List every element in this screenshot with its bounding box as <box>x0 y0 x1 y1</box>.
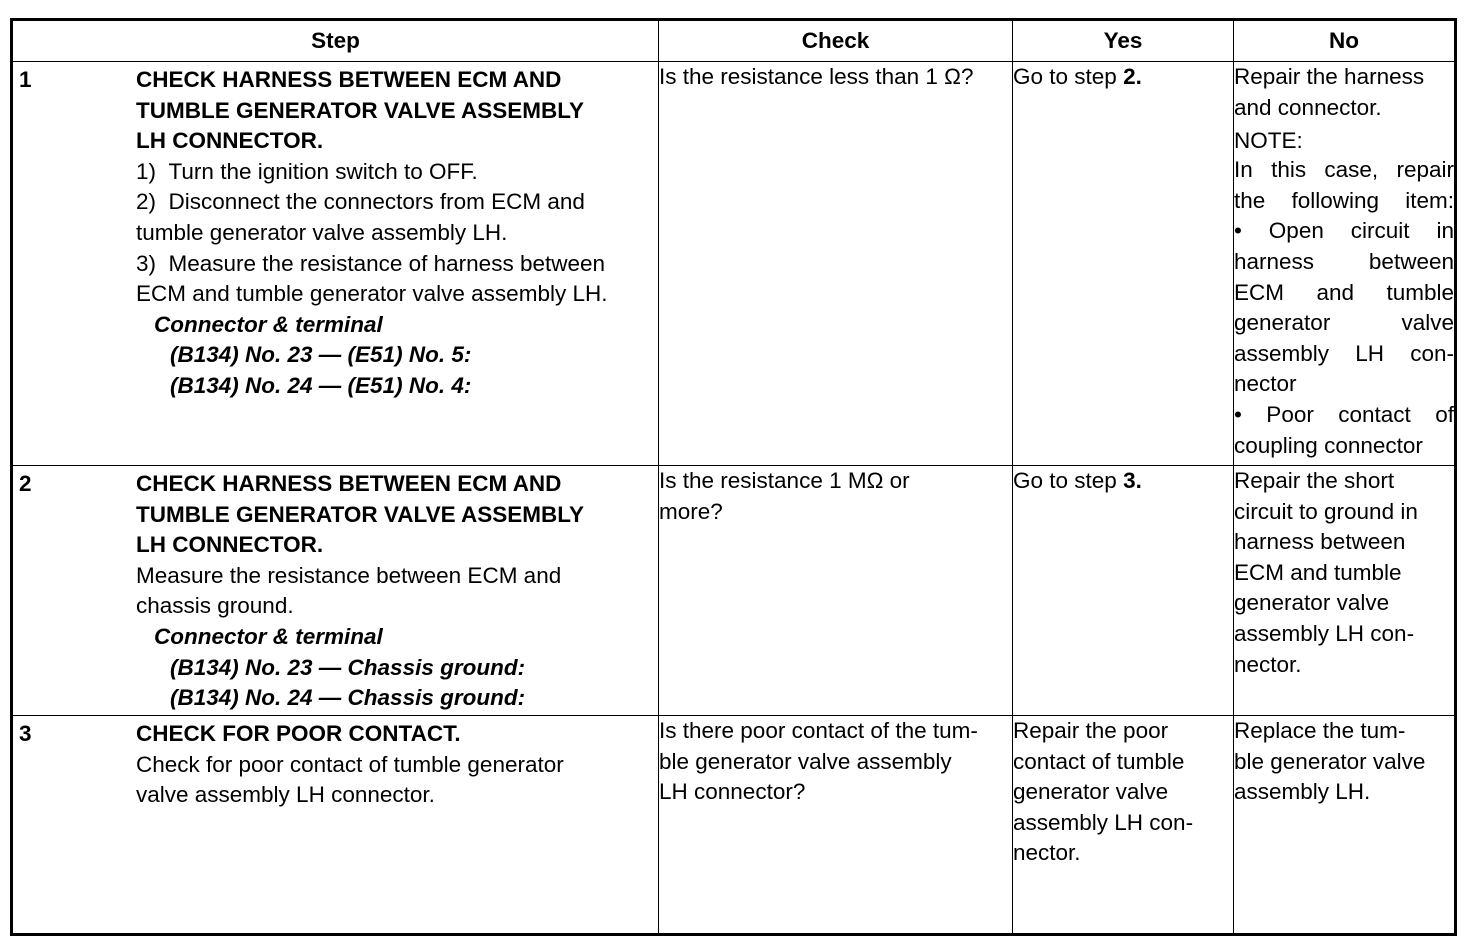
check-cell <box>659 466 1013 716</box>
yes-cell <box>1013 466 1234 716</box>
step-cell <box>12 716 659 935</box>
connector-terminal-line: (B134) No. 24 — (E51) No. 4: <box>170 372 472 398</box>
header-yes: Yes <box>1013 20 1234 62</box>
note-line: • Poor contact of <box>1234 401 1454 427</box>
check-question-line: Is the resistance 1 MΩ or <box>659 468 910 493</box>
step-instruction: chassis ground. <box>136 593 294 619</box>
step-title-line: TUMBLE GENERATOR VALVE ASSEMBLY <box>136 97 584 123</box>
no-action-line: assembly LH. <box>1234 779 1371 805</box>
no-action-line: Repair the harness <box>1234 64 1425 89</box>
yes-prefix: Go to step <box>1013 468 1124 493</box>
table-row <box>12 62 1456 466</box>
yes-cell <box>1013 716 1234 935</box>
no-cell <box>1234 716 1456 935</box>
step-number: 3 <box>19 721 32 746</box>
step-body <box>13 62 658 402</box>
note-line: • Open circuit in <box>1234 218 1454 244</box>
check-question-line: LH connector? <box>659 779 806 805</box>
no-action-line: nector. <box>1234 651 1302 677</box>
yes-cell <box>1013 62 1234 466</box>
step-title-line: CHECK HARNESS BETWEEN ECM AND <box>136 67 562 92</box>
table-row <box>12 466 1456 716</box>
step-cell <box>12 62 659 466</box>
note-line: harness between <box>1234 248 1454 274</box>
note-heading: NOTE: <box>1234 128 1303 154</box>
header-check: Check <box>659 20 1013 62</box>
note-line: generator valve <box>1234 310 1454 336</box>
yes-action-line: contact of tumble <box>1013 748 1185 774</box>
step-title-line: TUMBLE GENERATOR VALVE ASSEMBLY <box>136 501 584 527</box>
no-action-line: circuit to ground in <box>1234 498 1418 524</box>
note-line: ECM and tumble <box>1234 279 1454 305</box>
no-action-line: Replace the tum- <box>1234 718 1406 743</box>
yes-step-ref: 3. <box>1123 468 1142 493</box>
note-line: assembly LH con- <box>1234 340 1454 366</box>
yes-action-line: Repair the poor <box>1013 718 1169 743</box>
note-line: the following item: <box>1234 187 1454 213</box>
step-body <box>13 466 658 714</box>
step-body <box>13 716 658 811</box>
step-title-line: LH CONNECTOR. <box>136 128 324 154</box>
yes-action-line: generator valve <box>1013 779 1169 805</box>
table-row <box>12 716 1456 935</box>
check-question-line: Is there poor contact of the tum- <box>659 718 978 743</box>
step-instruction: 2) Disconnect the connectors from ECM and <box>136 189 585 215</box>
note-line: nector <box>1234 371 1297 397</box>
no-action-line: assembly LH con- <box>1234 620 1415 646</box>
yes-action <box>1013 62 1233 93</box>
header-no: No <box>1234 20 1456 62</box>
step-instruction: 3) Measure the resistance of harness between <box>136 250 606 276</box>
connector-terminal-line: (B134) No. 23 — Chassis ground: <box>170 654 526 680</box>
no-cell <box>1234 62 1456 466</box>
step-title-line: CHECK HARNESS BETWEEN ECM AND <box>136 471 562 496</box>
step-cell <box>12 466 659 716</box>
step-instruction: Check for poor contact of tumble generator <box>136 751 564 777</box>
no-action-line: harness between <box>1234 529 1406 555</box>
connector-heading: Connector & terminal <box>154 311 383 337</box>
no-action-line: Repair the short <box>1234 468 1395 493</box>
step-number: 2 <box>19 471 32 496</box>
header-row <box>12 20 1456 62</box>
step-instruction: Measure the resistance between ECM and <box>136 562 562 588</box>
diagnostic-table <box>10 18 1457 936</box>
check-question-line: ble generator valve assembly <box>659 748 952 774</box>
step-instruction: tumble generator valve assembly LH. <box>136 219 508 245</box>
step-title-line: LH CONNECTOR. <box>136 532 324 558</box>
step-instruction: valve assembly LH connector. <box>136 782 435 808</box>
check-question-line: more? <box>659 498 723 524</box>
connector-heading: Connector & terminal <box>154 623 383 649</box>
yes-action-line: assembly LH con- <box>1013 809 1194 835</box>
check-cell <box>659 716 1013 935</box>
no-action-line: ble generator valve <box>1234 748 1426 774</box>
note-line: In this case, repair <box>1234 157 1454 183</box>
check-cell <box>659 62 1013 466</box>
yes-action-line: nector. <box>1013 840 1081 866</box>
step-title-line: CHECK FOR POOR CONTACT. <box>136 721 461 746</box>
step-instruction: 1) Turn the ignition switch to OFF. <box>136 158 478 184</box>
step-instruction: ECM and tumble generator valve assembly LH. <box>136 281 608 307</box>
no-action-line: and connector. <box>1234 94 1382 120</box>
step-number: 1 <box>19 67 32 92</box>
connector-terminal-line: (B134) No. 24 — Chassis ground: <box>170 685 526 711</box>
yes-action <box>1013 466 1233 497</box>
yes-step-ref: 2. <box>1123 64 1142 89</box>
yes-prefix: Go to step <box>1013 64 1124 89</box>
header-step: Step <box>12 20 659 62</box>
no-cell <box>1234 466 1456 716</box>
check-question: Is the resistance less than 1 Ω? <box>659 64 974 89</box>
note-line: coupling connector <box>1234 432 1423 458</box>
connector-terminal-line: (B134) No. 23 — (E51) No. 5: <box>170 342 472 368</box>
no-action-line: generator valve <box>1234 590 1390 616</box>
no-action-line: ECM and tumble <box>1234 559 1402 585</box>
